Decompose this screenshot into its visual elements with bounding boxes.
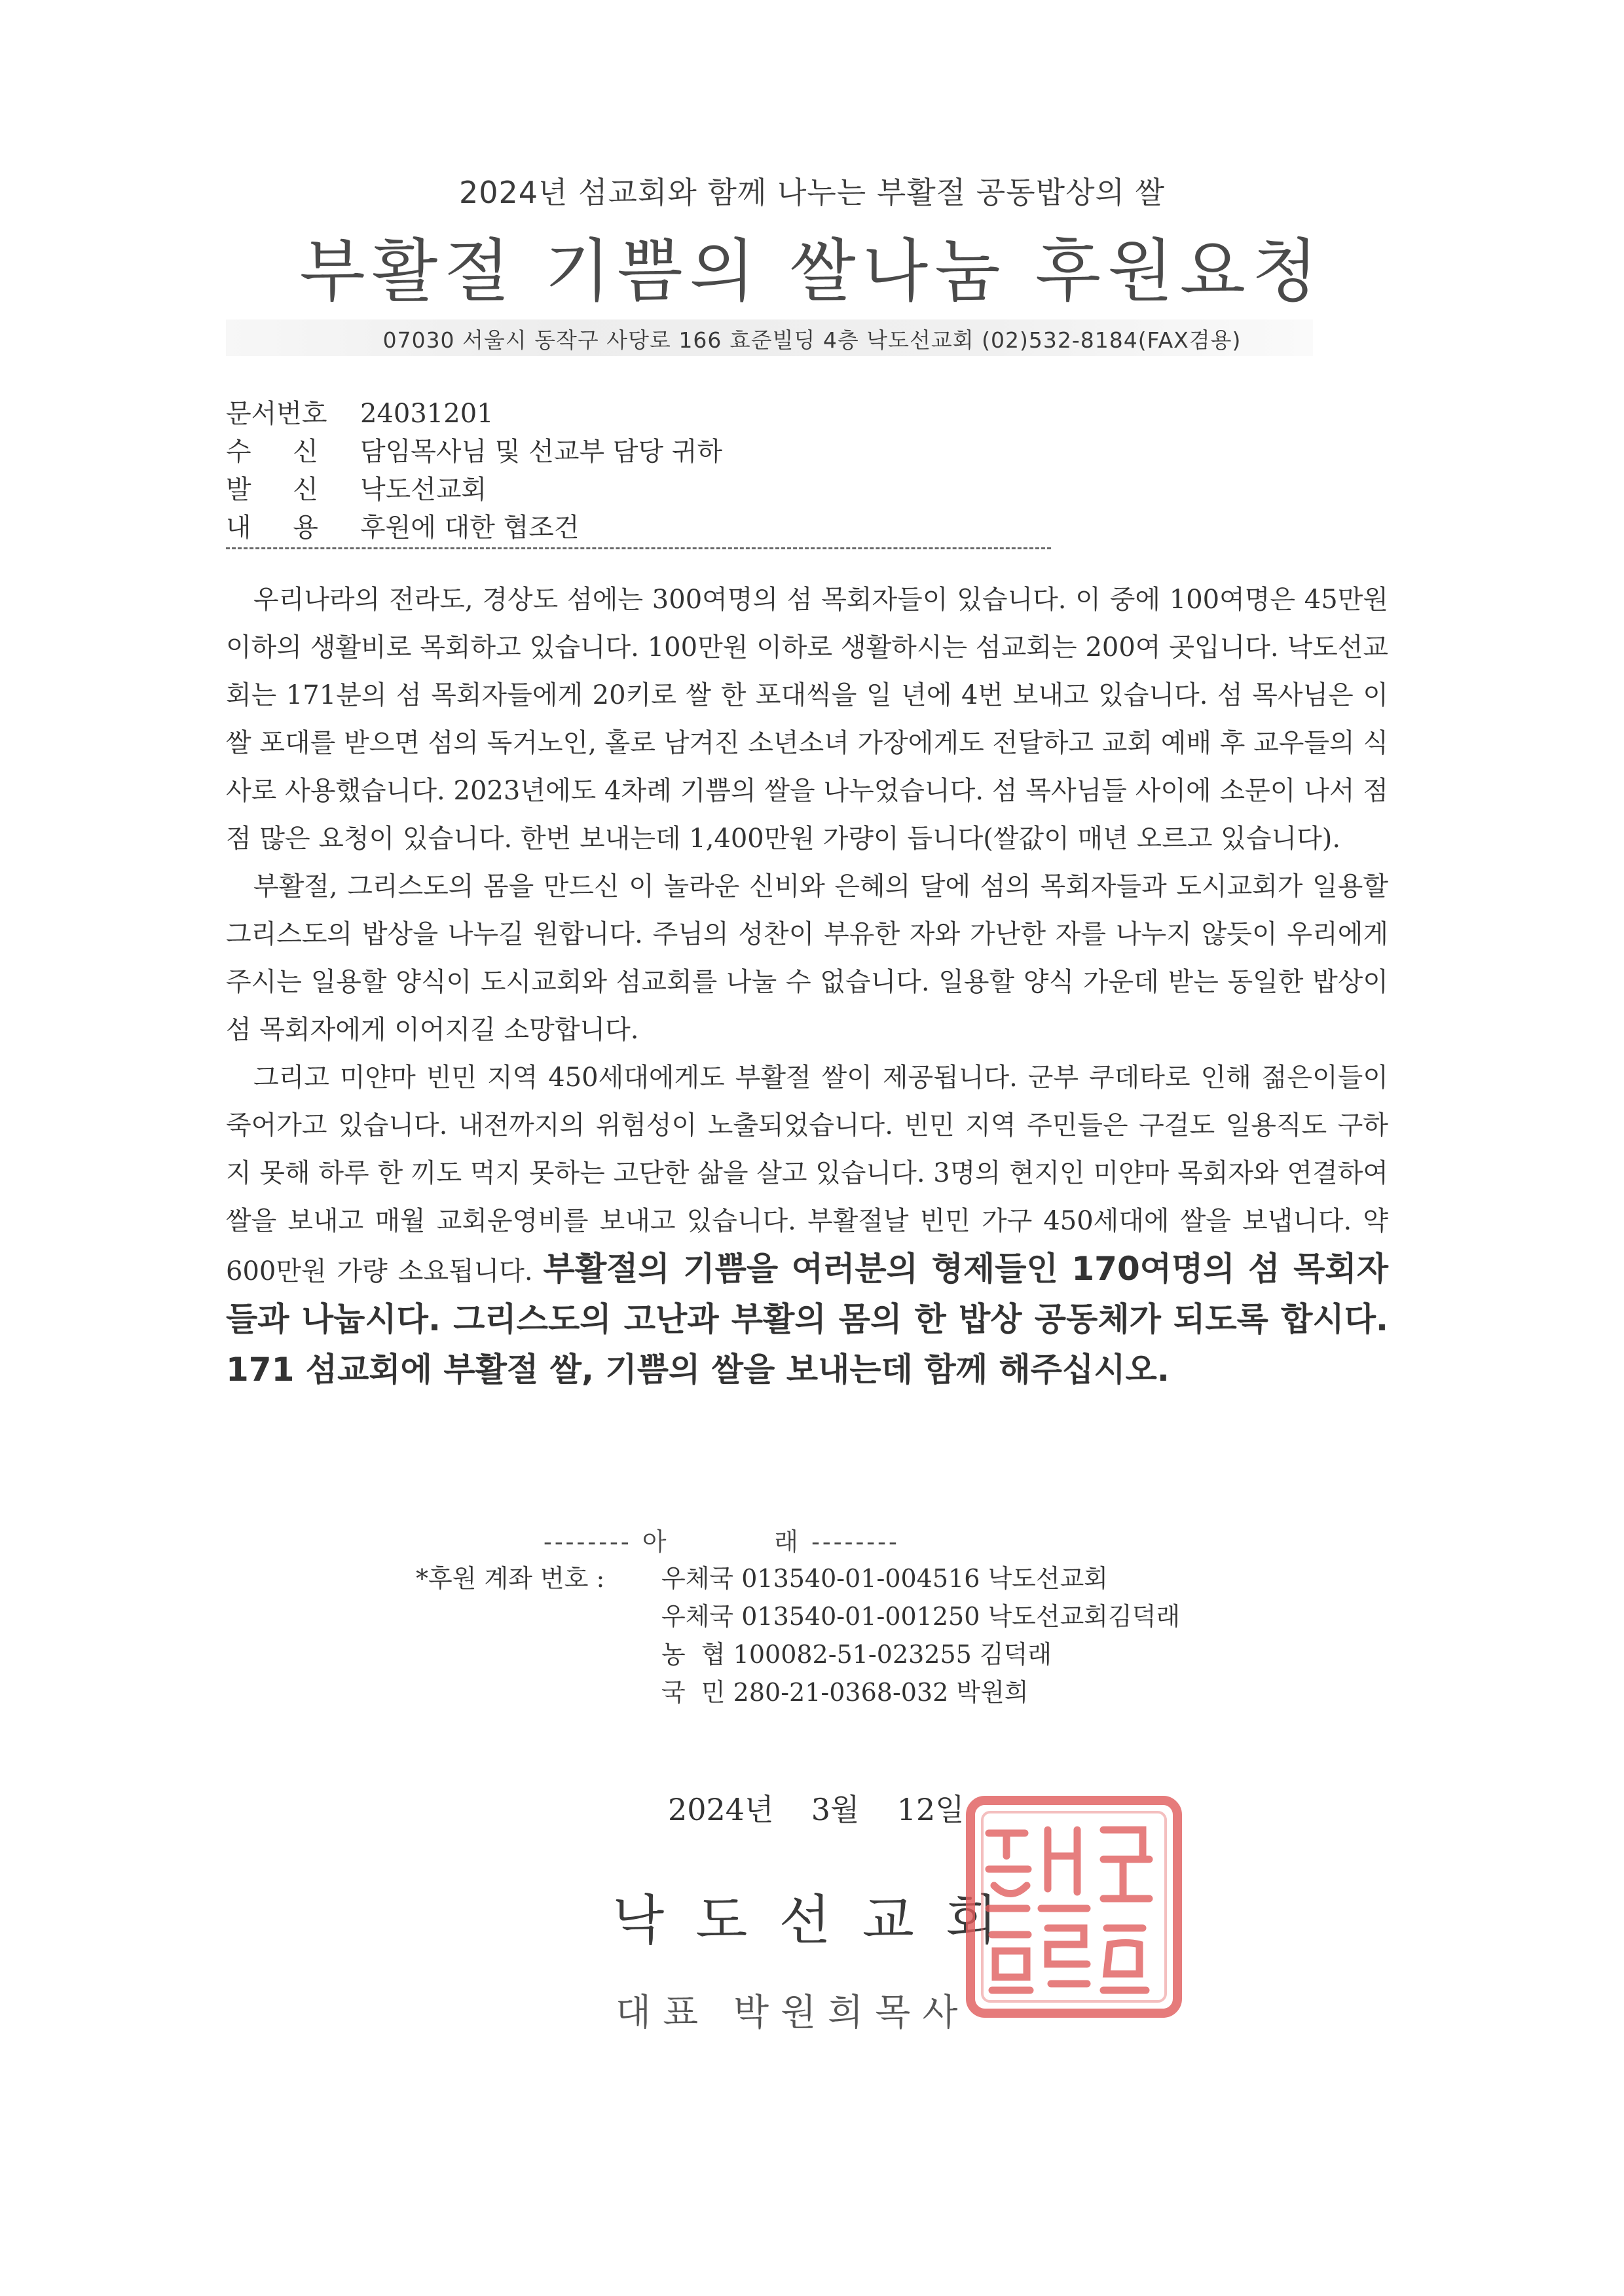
sender-address: 07030 서울시 동작구 사당로 166 효준빌딩 4층 낙도선교회 (02)532-8184(FAX겸용) <box>382 327 1242 353</box>
body-emphasis: 부활절의 기쁨을 여러분의 형제들인 170여명의 섬 목회자들과 나눕시다. 그리스도의 고난과 부활의 몸의 한 밥상 공동체가 되도록 합시다. 171 섬교회에 부활절 쌀, 기쁨의 쌀을 보내는데 함께 해주십시오. <box>226 1250 1389 1389</box>
meta-value: 후원에 대한 협조건 <box>360 513 580 543</box>
church-name: 낙도선교회 <box>612 1889 1029 1952</box>
account-bank: 우체국 <box>661 1602 734 1631</box>
letter-body <box>226 576 1388 1396</box>
meta-value: 담임목사님 및 선교부 담당 귀하 <box>360 437 723 467</box>
body-paragraph-3-text: 그리고 미얀마 빈민 지역 450세대에게도 부활절 쌀이 제공됩니다. 군부 쿠데타로 인해 젊은이들이 죽어가고 있습니다. 내전까지의 위험성이 노출되었습니다. 빈민 지역 주민들은 구걸도 일용직도 구하지 못해 하루 한 끼도 먹지 못하는 고단한 삶을 살고 있습니다. 3명의 현지인 미얀마 목회자와 연결하여 쌀을 보내고 매월 교회운영비를 보내고 있습니다. 부활절날 빈민 가구 450세대에 쌀을 보냅니다. 약 600만원 가량 소요됩니다. <box>226 1063 1388 1286</box>
account-holder: 김덕래 <box>979 1640 1052 1669</box>
account-number: 280-21-0368-032 <box>733 1678 949 1707</box>
account-row <box>661 1558 1108 1594</box>
meta-label: 내 용 <box>226 513 318 543</box>
notice-heading: -------- 아 래 -------- <box>544 1527 900 1556</box>
account-number: 100082-51-023255 <box>733 1640 972 1669</box>
meta-value: 24031201 <box>360 399 494 429</box>
account-holder: 낙도선교회 <box>987 1564 1109 1593</box>
meta-document-number <box>226 393 494 430</box>
account-bank: 우체국 <box>661 1564 734 1593</box>
account-number: 013540-01-001250 <box>741 1602 980 1631</box>
meta-value: 낙도선교회 <box>360 475 487 505</box>
document-subtitle: 2024년 섬교회와 함께 나누는 부활절 공동밥상의 쌀 <box>458 175 1166 210</box>
church-seal-icon <box>963 1794 1185 2020</box>
body-paragraph-3 <box>226 1054 1388 1396</box>
meta-subject <box>226 507 580 544</box>
account-row <box>661 1672 1029 1708</box>
meta-label: 발 신 <box>226 475 318 505</box>
issue-date: 2024년 3월 12일 <box>668 1792 965 1827</box>
representative-name: 대표 박원희목사 <box>616 1992 970 2034</box>
meta-label: 문서번호 <box>226 399 327 429</box>
body-paragraph-2: 부활절, 그리스도의 몸을 만드신 이 놀라운 신비와 은혜의 달에 섬의 목회자들과 도시교회가 일용할 그리스도의 밥상을 나누길 원합니다. 주님의 성찬이 부유한 자와 가난한 자를 나누지 않듯이 우리에게 주시는 일용할 양식이 도시교회와 섬교회를 나눌 수 없습니다. 일용할 양식 가운데 받는 동일한 밥상이 섬 목회자에게 이어지길 소망합니다. <box>226 871 1388 1045</box>
account-label: *후원 계좌 번호 : <box>416 1564 605 1593</box>
account-number: 013540-01-004516 <box>741 1564 980 1593</box>
account-bank: 농 협 <box>661 1640 726 1669</box>
meta-label: 수 신 <box>226 437 318 467</box>
dashed-divider <box>226 547 1051 549</box>
meta-recipient <box>226 431 722 468</box>
body-paragraph-1: 우리나라의 전라도, 경상도 섬에는 300여명의 섬 목회자들이 있습니다. 이 중에 100여명은 45만원 이하의 생활비로 목회하고 있습니다. 100만원 이하로 생활하시는 섬교회는 200여 곳입니다. 낙도선교회는 171분의 섬 목회자들에게 20키로 쌀 한 포대씩을 일 년에 4번 보내고 있습니다. 섬 목사님은 이 쌀 포대를 받으면 섬의 독거노인, 홀로 남겨진 소년소녀 가장에게도 전달하고 교회 예배 후 교우들의 식사로 사용했습니다. 2023년에도 4차례 기쁨의 쌀을 나누었습니다. 섬 목사님들 사이에 소문이 나서 점점 많은 요청이 있습니다. 한번 보내는데 1,400만원 가량이 듭니다(쌀값이 매년 오르고 있습니다). <box>226 585 1389 854</box>
account-holder: 낙도선교회김덕래 <box>987 1602 1181 1631</box>
account-bank: 국 민 <box>661 1678 726 1707</box>
document-title: 부활절 기쁨의 쌀나눔 후원요청 <box>299 231 1325 311</box>
account-holder: 박원희 <box>956 1678 1029 1707</box>
account-row <box>661 1634 1052 1670</box>
account-row <box>661 1596 1180 1632</box>
meta-sender <box>226 469 487 506</box>
